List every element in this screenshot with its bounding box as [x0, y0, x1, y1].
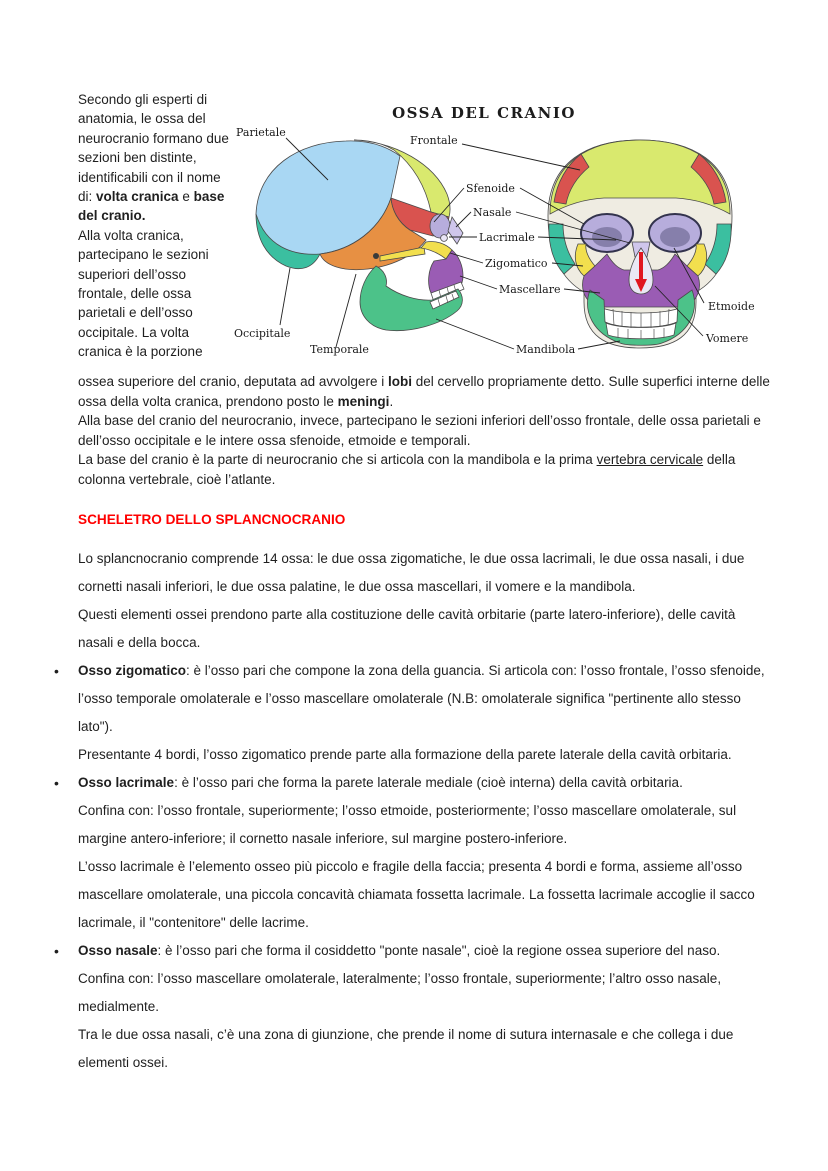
label-frontale: Frontale [410, 134, 458, 147]
bone-list [78, 657, 772, 1077]
text-run: della colonna vertebrale, cioè l’atlante. [78, 452, 736, 487]
bullet-paragraph: Presentante 4 bordi, l’osso zigomatico prende parte alla formazione della parete laterale della cavità orbitaria. [78, 746, 732, 762]
frontal-skull [548, 140, 732, 348]
label-sfenoide: Sfenoide [466, 182, 515, 195]
leader-occipitale [280, 268, 290, 325]
bold-volta-cranica: volta cranica [96, 189, 179, 205]
bullet-item-nasale [78, 937, 772, 1077]
text-run: : è l’osso pari che forma il cosiddetto "ponte nasale", cioè la regione ossea superiore del naso. [157, 942, 721, 958]
lateral-skull [256, 140, 464, 331]
skull-figure [228, 96, 763, 368]
label-occipitale: Occipitale [234, 327, 291, 340]
bullet-paragraph [78, 657, 772, 741]
leader-temporale [336, 274, 356, 347]
text-run: del cervello propriamente detto. Sulle superfici interne delle ossa della volta cranica, prendono posto le [78, 374, 770, 409]
figure-title: OSSA DEL CRANIO [392, 104, 576, 122]
label-temporale: Temporale [310, 343, 369, 356]
text-run: ossea superiore del cranio, deputata ad avvolgere i [78, 374, 388, 389]
bullet-term-zigomatico: Osso zigomatico [78, 662, 187, 678]
orbit-right-shadow [660, 227, 690, 247]
section-heading: SCHELETRO DELLO SPLANCNOCRANIO [78, 511, 346, 527]
label-lacrimale: Lacrimale [479, 231, 535, 244]
lower-content [78, 372, 772, 1077]
label-zigomatico: Zigomatico [485, 257, 548, 270]
paragraph-splancnocranio: Lo splancnocranio comprende 14 ossa: le due ossa zigomatiche, le due ossa lacrimali, le due ossa nasali, i due cornetti nasali inferiori, le due ossa palatine, le due ossa mascellari, il vomere e la mandibola. [78, 550, 745, 594]
text-run: La base del cranio è la parte di neurocranio che si articola con la mandibola e la prima [78, 452, 597, 468]
text-run: Secondo gli esperti di anatomia, le ossa del neurocranio formano due sezioni ben distinte, identificabili con il nome di: [78, 92, 229, 205]
bullet-paragraph [78, 937, 772, 965]
paragraph-atlante [78, 450, 772, 489]
nasal-bone-region [448, 217, 463, 244]
bullet-term-nasale: Osso nasale [78, 942, 158, 958]
paragraph-base-cranio: Alla base del cranio del neurocranio, invece, partecipano le sezioni inferiori dell’osso frontale, delle ossa parietali e dell’osso occipitale e le intere ossa sfenoide, etmoide e temporali. [78, 413, 761, 448]
bullet-paragraph [78, 769, 772, 797]
bold-meningi: meningi [337, 393, 390, 409]
bullet-term-lacrimale: Osso lacrimale [78, 774, 175, 790]
leader-frontale [462, 144, 580, 170]
label-etmoide: Etmoide [708, 300, 755, 313]
lacrimal-bone-region [441, 235, 448, 242]
skull-diagram [228, 96, 763, 368]
text-run: Alla volta cranica, partecipano le sezioni superiori dell’osso frontale, delle ossa parietali e dell’osso occipitale. La volta cranica è la porzione [78, 227, 209, 360]
label-parietale: Parietale [236, 126, 286, 139]
bullet-paragraph: Confina con: l’osso frontale, superiormente; l’osso etmoide, posteriormente; l’osso mascellare omolaterale, sul margine antero-inferiore; il cornetto nasale inferiore, sul margine postero-inferiore. [78, 802, 737, 846]
bullet-paragraph: Confina con: l’osso mascellare omolaterale, lateralmente; l’osso frontale, superiormente; l’altro osso nasale, medialmente. [78, 970, 722, 1014]
bullet-item-lacrimale [78, 769, 772, 937]
label-mandibola: Mandibola [516, 343, 576, 356]
bold-lobi: lobi [387, 374, 412, 389]
text-run: . [389, 393, 394, 409]
bullet-paragraph: L’osso lacrimale è l’elemento osseo più piccolo e fragile della faccia; presenta 4 bordi e forma, assieme all’osso mascellare omolaterale, una piccola concavità chiamata fossetta lacrimale. La fossetta lacrimale accoglie il sacco lacrimale, il "contenitore" delle lacrime. [78, 858, 755, 930]
text-run: e [178, 189, 194, 205]
bullet-paragraph: Tra le due ossa nasali, c’è una zona di giunzione, che prende il nome di sutura internasale e che collega i due elementi ossei. [78, 1026, 734, 1070]
orbit-lateral [430, 214, 450, 238]
text-run: : è l’osso pari che compone la zona della guancia. Si articola con: l’osso frontale, l’osso sfenoide, l’osso temporale omolaterale e l’osso mascellare omolaterale (N.B: omolaterale significa "pertinente allo stesso lato"). [78, 662, 765, 734]
bullet-item-zigomatico [78, 657, 772, 769]
bold-base-del-cranio: base del cranio. [78, 189, 225, 224]
label-vomere: Vomere [706, 332, 749, 345]
paragraph-volta-cranica [78, 372, 772, 411]
ear-canal [373, 253, 379, 259]
text-run: : è l’osso pari che forma la parete laterale mediale (cioè interna) della cavità orbitaria. [174, 774, 683, 790]
underline-vertebra-cervicale: vertebra cervicale [596, 452, 704, 468]
label-mascellare: Mascellare [499, 283, 561, 296]
intro-paragraph [78, 90, 236, 362]
label-nasale: Nasale [473, 206, 512, 219]
paragraph-cavita: Questi elementi ossei prendono parte alla costituzione delle cavità orbitarie (parte latero-inferiore), delle cavità nasali e della bocca. [78, 606, 736, 650]
